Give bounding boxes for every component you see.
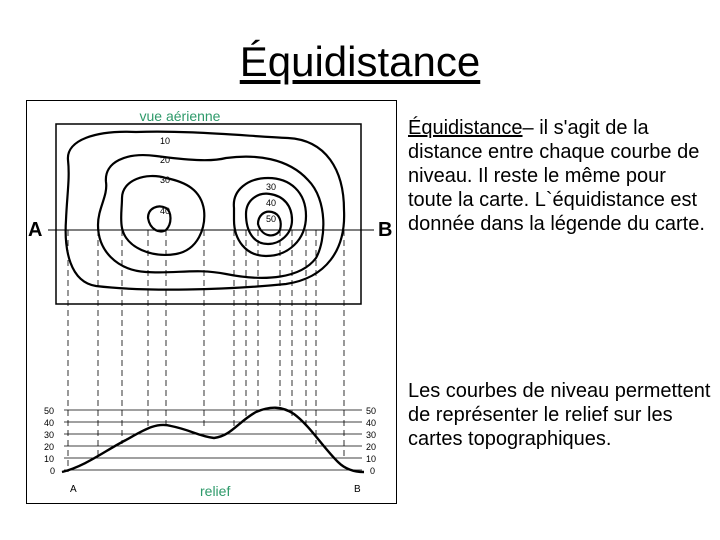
scale-left-label: 20 bbox=[44, 442, 55, 452]
contour-label: 40 bbox=[160, 206, 171, 216]
scale-left-label: 30 bbox=[44, 430, 55, 440]
contour-label: 30 bbox=[266, 182, 277, 192]
definition-term: Équidistance bbox=[408, 117, 523, 139]
scale-right-label: 10 bbox=[366, 454, 377, 464]
definition-text: – il s'agit de la distance entre chaque courbe de niveau. Il reste le même pour toute la carte. L`équidistance est donnée dans la légende du carte. bbox=[408, 117, 705, 235]
scale-left-label: 10 bbox=[44, 454, 55, 464]
contour-20 bbox=[98, 155, 323, 278]
contour-label: 40 bbox=[266, 198, 277, 208]
relief-profile bbox=[62, 408, 364, 472]
profile-scale-left bbox=[44, 406, 55, 476]
definition-paragraph bbox=[408, 116, 713, 236]
aerial-view-label: vue aérienne bbox=[139, 108, 221, 124]
scale-right-label: 30 bbox=[366, 430, 377, 440]
point-b-label: B bbox=[378, 219, 393, 241]
relief-paragraph: Les courbes de niveau permettent de représenter le relief sur les cartes topographiques. bbox=[408, 380, 711, 450]
scale-right-label: 50 bbox=[366, 406, 377, 416]
profile-b-label: B bbox=[354, 484, 361, 495]
contour-map-figure bbox=[26, 100, 397, 504]
contour-diagram bbox=[26, 100, 397, 504]
profile-scale-right bbox=[366, 406, 376, 476]
profile-grid bbox=[64, 410, 362, 470]
profile-a-label: A bbox=[70, 484, 77, 495]
contour-label: 30 bbox=[160, 175, 171, 185]
scale-left-label: 50 bbox=[44, 406, 55, 416]
scale-right-label: 20 bbox=[366, 442, 377, 452]
scale-left-label: 40 bbox=[44, 418, 55, 428]
page-title: Équidistance bbox=[239, 38, 481, 85]
contour-label: 50 bbox=[266, 214, 277, 224]
scale-right-label: 40 bbox=[366, 418, 377, 428]
contour-label: 20 bbox=[160, 155, 171, 165]
map-box bbox=[56, 124, 361, 304]
scale-left-label: 0 bbox=[50, 466, 56, 476]
relief-label: relief bbox=[200, 483, 231, 499]
contour-label: 10 bbox=[160, 136, 171, 146]
scale-right-label: 0 bbox=[370, 466, 376, 476]
contour-lines bbox=[66, 132, 344, 290]
point-a-label: A bbox=[28, 219, 43, 241]
